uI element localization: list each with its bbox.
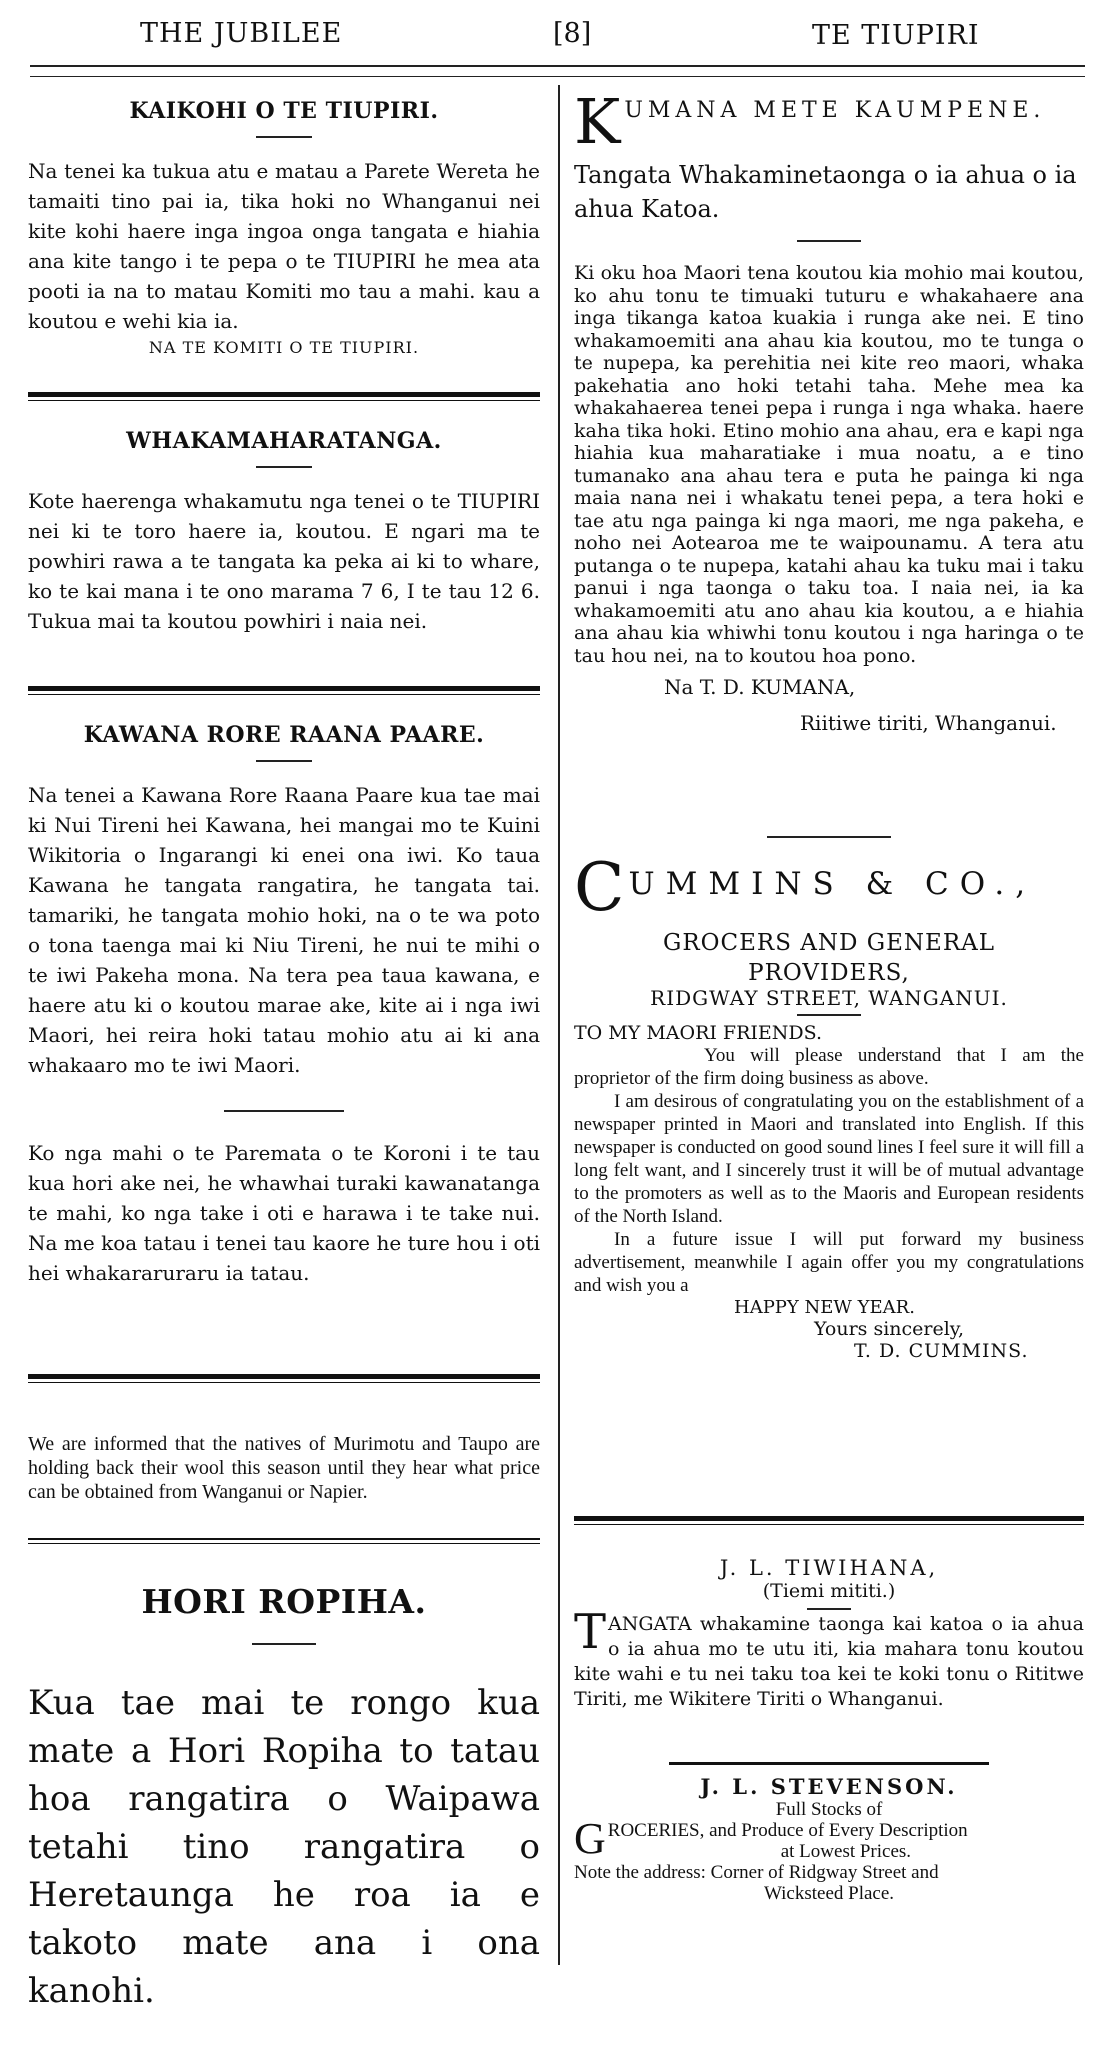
ad-tiwihana [574,1556,1084,1712]
article-title: HORI ROPIHA. [141,1582,427,1621]
ad-subtitle: (Tiemi mititi.) [762,1580,896,1602]
ad-signature: T. D. CUMMINS. [854,1340,1029,1362]
ad-kumana [574,85,1084,735]
section-rule [574,1516,1084,1525]
section-rule [28,392,540,401]
ad-title: J. L. STEVENSON. [700,1774,958,1799]
ad-line: Full Stocks of [775,1799,883,1820]
ad-line-text: ROCERIES, and Produce of Every Description [607,1820,968,1841]
section-rule [28,1538,540,1544]
article-body: We are informed that the natives of Murimotu and Taupo are holding back their wool this season until they hear what price can be obtained from Wanganui or Napier. [28,1433,540,1503]
header-title-maori: TE TIUPIRI [812,20,980,51]
page-number: [8] [553,18,592,49]
column-separator [558,85,560,1965]
ad-line: Wicksteed Place. [763,1883,895,1904]
article-wool [28,1412,540,1524]
article-hori [28,1582,540,2049]
article-body: Na tenei a Kawana Rore Raana Paare kua tae mai ki Nui Tireni hei Kawana, hei mangai mo te Kuini Wikitoria o Ingarangi ki enei ona iwi. Ko taua Kawana he tangata rangatira, he tangata tai. tamariki, he tangata mohio hoki, na o te wa poto o tona taenga mai ki Niu Tireni, he nui te mihi o te iwi Pakeha mona. Na tera pea taua kawana, e haere atu ki o koutou marae ake, kite ai i nga iwi Maori, hei reira hoki tatau mohio atu ai ki ana whakaaro mo te iwi Maori. [28,783,540,1077]
section-rule [28,686,540,695]
divider-wrap [574,836,1084,838]
article-whakamaharatanga [28,428,540,636]
ad-title: J. L. TIWIHANA, [719,1556,939,1580]
drop-cap: K [574,85,621,158]
divider [797,1014,861,1016]
ad-closing: Yours sincerely, [814,1318,965,1340]
drop-cap: G [574,1814,606,1863]
ad-body-text: ANGATA whakamine taonga kai katoa o ia ahua o ia ahua mo te utu iti, kia mahara tonu koutou kite wahi e tu nei taku toa kei te koki tonu o Rititwe Tiriti, me Wikitere Tiriti o Whanganui. [574,1613,1084,1710]
article-signature: NA TE KOMITI O TE TIUPIRI. [148,338,420,357]
header-rule-thin [30,76,1085,77]
page-header [0,18,1114,58]
ad-cummins [574,849,1084,1362]
header-title-english: THE JUBILEE [140,18,343,49]
section-rule [28,1374,540,1383]
article-body: Ko nga mahi o te Paremata o te Koroni i te tau kua hori ake nei, he whawhai turaki kawanatanga te mahi, ko nga take i oti e harawa i te take nui. Na me koa tatau i tenei tau kaore he ture hou i oti hei whakararuraru ia tatau. [28,1141,540,1285]
article-title: KAWANA RORE RAANA PAARE. [83,722,485,748]
ad-line: at Lowest Prices. [780,1841,912,1862]
article-kaikohi [28,98,540,357]
ad-greeting: HAPPY NEW YEAR. [734,1297,915,1318]
divider-wrap [574,1762,1084,1765]
ad-body: I am desirous of congratulating you on the establishment of a newspaper printed in Maori and translated into English. If this newspaper is conducted on good sound lines I feel sure it will fill a long felt want, and I sincerely trust it will be of mutual advantage to the promoters as well as to the Maoris and European residents of the North Island. [574,1091,1084,1227]
ad-title-text: UMANA METE KAUMPENE. [624,98,1046,123]
ad-line: RIDGWAY STREET, WANGANUI. [650,986,1008,1010]
divider [256,760,312,762]
divider [256,136,312,138]
ad-title [574,85,1084,158]
ad-title [574,849,1084,926]
article-title: WHAKAMAHARATANGA. [126,428,442,454]
article-body: Na tenei ka tukua atu e matau a Parete Wereta he tamaiti tino pai ia, tika hoki no Whanganui nei kite kohi haere inga ingoa onga tangata e hiahia ana kite tango i te pepa o te TIUPIRI he mea ata pooti ia na to matau Komiti mo tau a mahi. kau a koutou e wehi kia ia. [28,159,540,333]
article-title: KAIKOHI O TE TIUPIRI. [129,98,439,124]
ad-address: Riitiwe tiriti, Whanganui. [800,711,1057,735]
ad-line: PROVIDERS, [748,960,910,986]
ad-salutation: TO MY MAORI FRIENDS. [574,1022,823,1044]
article-body: Kua tae mai te rongo kua mate a Hori Ropiha to tatau hoa rangatira o Waipawa tetahi tino rangatira o Heretaunga he roa ia e takoto mate ana i ona kanohi. [28,1683,540,2011]
ad-body: In a future issue I will put forward my business advertisement, meanwhile I again offer you my congratulations and wish you a [574,1229,1084,1296]
divider [767,836,891,838]
ad-body [574,1604,1084,1712]
drop-cap: T [574,1604,607,1660]
divider [807,1608,851,1610]
header-rule [30,65,1085,67]
article-kawana [28,722,540,1288]
ad-line: Note the address: Corner of Ridgway Street and [574,1862,939,1883]
divider [669,1762,989,1765]
divider [224,1110,344,1112]
ad-stevenson [574,1774,1084,1904]
ad-subtitle: Tangata Whakaminetaonga o ia ahua o ia ahua Katoa. [574,161,1077,223]
ad-body: Ki oku hoa Maori tena koutou kia mohio mai koutou, ko ahu tonu te timuaki tuturu e whakahaere ana inga tikanga katoa kuakia i runga ake nei. E tino whakamoemiti ana ahau kia koutou, mo te tunga o te nupepa, ka perehitia nei kite reo maori, whaka pakehatia ano hoki tetahi taha. Mehe mea ka whakahaerea tenei pepa i runga i nga whaka. haere kaha tika hoki. Etino mohio ana ahau, era e kapi nga hiahia kua maharatiake i mua noatu, a e tino tumanako ana ahau tera e puta he painga ki nga maia nana nei i whakatu tenei pepa, a tera hoki e tae atu nga painga ki nga maori, me nga pakeha, e noho nei Aotearoa me te waipounamu. A tera atu putanga o te nupepa, katahi ahau ka tuku mai i taku panui i nga taonga o taku toa. I naia nei, ia ka whakamoemiti atu ano ahau kia koutou, a e hiahia ana ahau kia whiwhi tonu koutou i nga haringa o te tau hou nei, na to koutou hoa pono. [574,262,1084,667]
article-body: Kote haerenga whakamutu nga tenei o te TIUPIRI nei ki te toro haere ia, koutou. E ngari ma te powhiri rawa a te tangata ka peka ai ki to whare, ko te kai mana i te ono marama 7 6, I te tau 12 6. Tukua mai ta koutou powhiri i naia nei. [28,489,540,633]
divider [256,466,312,468]
ad-title-text: UMMINS & CO., [628,866,1037,902]
ad-line: GROCERS AND GENERAL [662,930,996,956]
ad-signature: Na T. D. KUMANA, [664,675,856,699]
divider [252,1643,316,1645]
drop-cap: C [574,849,625,926]
ad-body: You will please understand that I am the proprietor of the firm doing business as above. [574,1045,1084,1089]
divider [797,240,861,242]
